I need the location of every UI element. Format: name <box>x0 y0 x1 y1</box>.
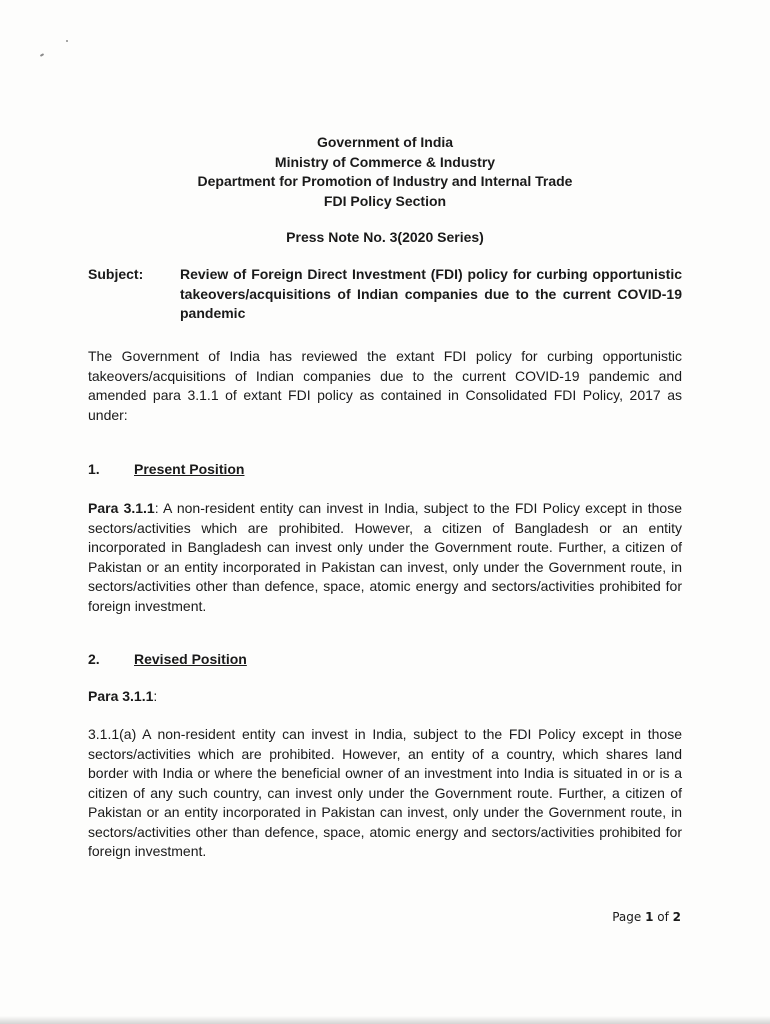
section-number: 1. <box>88 461 100 477</box>
intro-paragraph: The Government of India has reviewed the extant FDI policy for curbing opportunistic takeovers/acquisitions of Indian companies due to the current COVID-19 pandemic and amended para 3.1.1 of extant FDI policy as contained in Consolidated FDI Policy, 2017 as under: <box>88 348 682 423</box>
press-note-title: Press Note No. 3(2020 Series) <box>286 229 484 245</box>
section-heading-revised <box>88 651 247 667</box>
page-total: 2 <box>672 910 681 924</box>
page-prefix: Page <box>612 910 646 924</box>
subject-block <box>88 265 682 324</box>
present-position-paragraph <box>88 499 682 616</box>
page-number <box>612 910 681 924</box>
page-of: of <box>653 910 673 924</box>
section-title: Present Position <box>134 461 245 477</box>
section-title: Revised Position <box>134 651 247 667</box>
para-label-text: Para 3.1.1 <box>88 688 154 704</box>
header-government: Government of India <box>316 134 454 150</box>
subject-label: Subject: <box>88 266 144 282</box>
para-label-suffix: : <box>153 688 158 704</box>
revised-para-label <box>88 688 157 704</box>
scan-edge-shadow <box>0 1016 770 1024</box>
header-ministry: Ministry of Commerce & Industry <box>274 153 496 170</box>
page-current: 1 <box>645 910 654 924</box>
revised-position-paragraph: 3.1.1(a) A non-resident entity can invest in India, subject to the FDI Policy except in those sectors/activities which are prohibited. However, an entity of a country, which shares land border with India or where the beneficial owner of an investment into India is situated in or is a citizen of any such country, can invest only under the Government route. Further, a citizen of Pakistan or an entity incorporated in Pakistan can invest, only under the Government route, in sectors/activities other than defence, space, atomic energy and sectors/activities prohibited for foreign investment. <box>88 726 682 859</box>
document-header <box>0 133 770 211</box>
para-ref: Para 3.1.1 <box>88 500 155 516</box>
section-heading-present <box>88 461 244 477</box>
scan-artifact <box>38 40 78 70</box>
present-position-text: : A non-resident entity can invest in India, subject to the FDI Policy except in those sectors/activities which are prohibited. However, a citizen of Bangladesh or an entity incorporated in Bangladesh can invest only under the Government route. Further, a citizen of Pakistan or an entity incorporated in Pakistan can invest, only under the Government route, in sectors/activities other than defence, space, atomic energy and sectors/activities prohibited for foreign investment. <box>88 500 683 614</box>
section-number: 2. <box>88 651 100 667</box>
subject-text: Review of Foreign Direct Investment (FDI) policy for curbing opportunistic takeovers/acquisitions of Indian companies due to the current COVID-19 pandemic <box>180 266 682 321</box>
header-department: Department for Promotion of Industry and Internal Trade <box>197 173 573 189</box>
header-section: FDI Policy Section <box>323 192 447 209</box>
